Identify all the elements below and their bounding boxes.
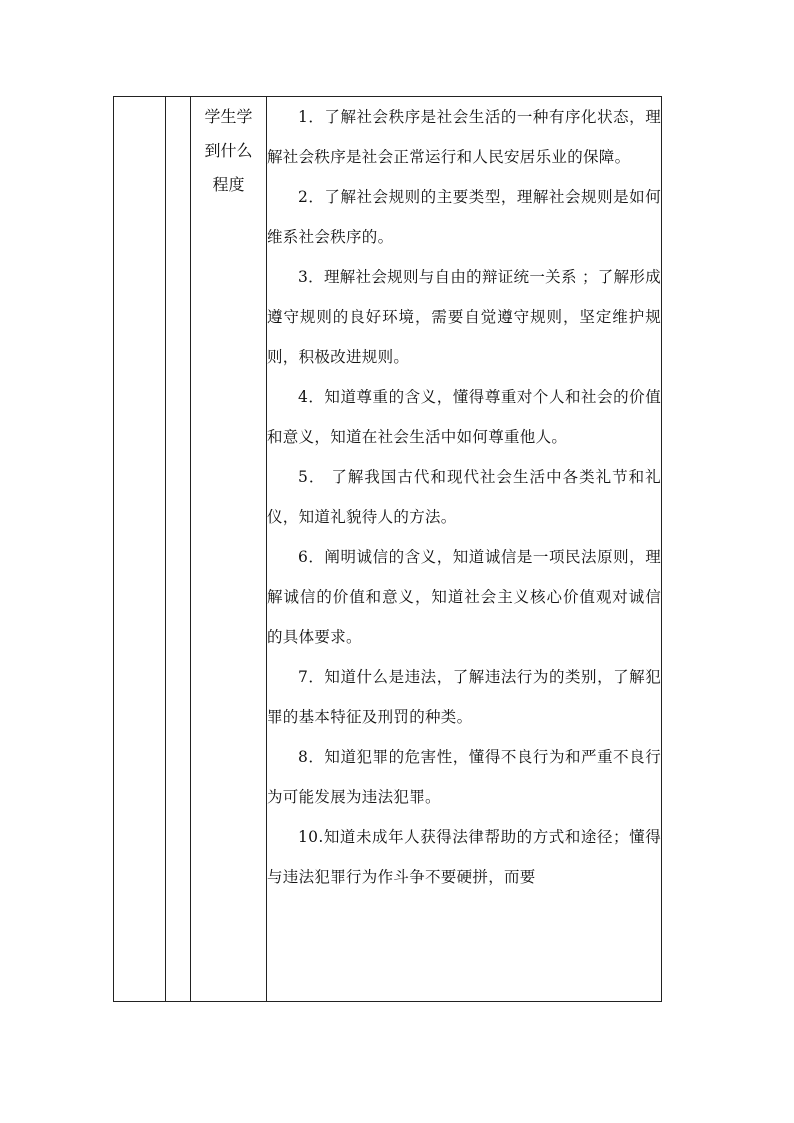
list-item: 4．知道尊重的含义，懂得尊重对个人和社会的价值和意义，知道在社会生活中如何尊重他人。 — [267, 388, 661, 446]
list-item: 3．理解社会规则与自由的辩证统一关系 ；了解形成遵守规则的良好环境，需要自觉遵守规则，坚定维护规则，积极改进规则。 — [267, 268, 661, 366]
table-row — [114, 97, 662, 1002]
list-item: 2．了解社会规则的主要类型，理解社会规则是如何维系社会秩序的。 — [267, 188, 661, 246]
content-cell — [267, 97, 662, 1002]
row-label-line: 程度 — [212, 175, 245, 194]
empty-cell-1 — [114, 97, 166, 1002]
row-label — [191, 100, 266, 202]
empty-cell-2 — [166, 97, 191, 1002]
list-item: 6．阐明诚信的含义，知道诚信是一项民法原则，理解诚信的价值和意义，知道社会主义核心价值观对诚信的具体要求。 — [267, 548, 661, 646]
row-label-line: 到什么 — [204, 141, 253, 160]
content-table — [113, 96, 662, 1002]
row-label-cell — [191, 97, 267, 1002]
list-item: 1．了解社会秩序是社会生活的一种有序化状态，理解社会秩序是社会正常运行和人民安居乐业的保障。 — [267, 108, 661, 166]
list-item: 7．知道什么是违法，了解违法行为的类别，了解犯罪的基本特征及刑罚的种类。 — [267, 668, 661, 726]
list-item: 8．知道犯罪的危害性，懂得不良行为和严重不良行为可能发展为违法犯罪。 — [267, 748, 661, 806]
list-item: 5． 了解我国古代和现代社会生活中各类礼节和礼仪，知道礼貌待人的方法。 — [267, 468, 661, 526]
row-label-line: 学生学 — [204, 107, 253, 126]
list-item: 10.知道未成年人获得法律帮助的方式和途径；懂得与违法犯罪行为作斗争不要硬拼，而要 — [267, 828, 661, 886]
